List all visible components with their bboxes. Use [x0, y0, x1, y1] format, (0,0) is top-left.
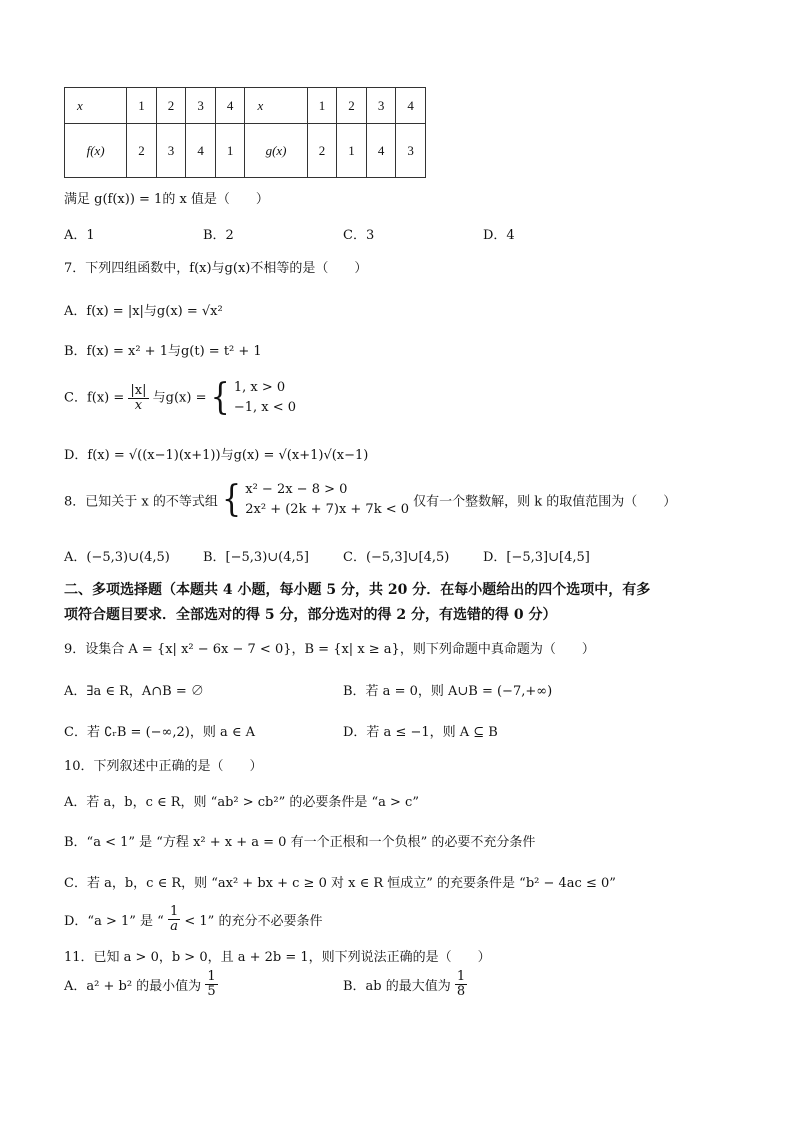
q11-a-denominator: 5 — [207, 984, 216, 999]
q10-stem: 10．下列叙述中正确的是（ ） — [64, 759, 263, 774]
q11-stem: 11．已知 a > 0，b > 0，且 a + 2b = 1，则下列说法正确的是（ ） — [64, 950, 491, 965]
q8-system — [245, 480, 409, 520]
table-cell: 2 — [307, 124, 337, 178]
q7-c-mid: 与g(x) = — [152, 390, 207, 406]
table-cell: 4 — [186, 124, 216, 178]
q10-option-d — [64, 905, 322, 934]
q10-d-fraction — [168, 905, 180, 934]
section2-heading-line2: 项符合题目要求．全部选对的得 5 分，部分选对的得 2 分，有选错的得 0 分） — [64, 607, 557, 623]
q10-d-denominator: a — [170, 919, 178, 934]
q11-a-prefix: A．a² + b² 的最小值为 — [64, 979, 202, 994]
q6-stem: 满足 g(f(x)) = 1的 x 值是（ ） — [64, 192, 269, 207]
left-brace-icon: { — [222, 478, 242, 521]
q8-ineq2: 2x² + (2k + 7)x + 7k < 0 — [245, 502, 410, 517]
table-cell: 1 — [127, 88, 157, 124]
q10-d-suffix: < 1” 的充分不必要条件 — [184, 914, 323, 929]
q9-option-b: B．若 a = 0，则 A∪B = (−7,+∞) — [343, 684, 553, 699]
q10-option-b: B．“a < 1” 是 “方程 x² + x + a = 0 有一个正根和一个负根” 的必要不充分条件 — [64, 835, 536, 850]
q7-c-denominator: x — [134, 397, 143, 413]
table-cell: 1 — [215, 124, 245, 178]
table-g-label: g(x) — [245, 124, 307, 178]
table-cell: 3 — [396, 124, 426, 178]
table-cell: 3 — [156, 124, 186, 178]
table-cell: 2 — [127, 124, 157, 178]
q9-option-a: A．∃a ∈ R，A∩B = ∅ — [64, 684, 204, 699]
section2-heading-line1: 二、多项选择题（本题共 4 小题，每小题 5 分，共 20 分．在每小题给出的四个选项中，有多 — [64, 582, 651, 598]
q8-option-a: A．(−5,3)∪(4,5) — [64, 550, 170, 565]
q8-prefix: 8．已知关于 x 的不等式组 — [64, 494, 218, 510]
q10-d-prefix: D．“a > 1” 是 “ — [64, 914, 164, 929]
q8-ineq1: x² − 2x − 8 > 0 — [245, 482, 348, 497]
q7-c-numerator: |x| — [130, 382, 147, 398]
q7-option-d: D．f(x) = √((x−1)(x+1))与g(x) = √(x+1)√(x−1) — [64, 448, 369, 463]
table-cell: 4 — [396, 88, 426, 124]
table-cell: 3 — [186, 88, 216, 124]
q9-stem: 9．设集合 A = {x| x² − 6x − 7 < 0}，B = {x| x ≥ a}，则下列命题中真命题为（ ） — [64, 642, 595, 657]
q7-option-b: B．f(x) = x² + 1与g(t) = t² + 1 — [64, 344, 262, 359]
q10-option-c: C．若 a，b，c ∈ R，则 “ax² + bx + c ≥ 0 对 x ∈ R 恒成立” 的充要条件是 “b² − 4ac ≤ 0” — [64, 876, 616, 891]
q8-option-b: B．[−5,3)∪(4,5] — [203, 550, 309, 565]
table-f-label: f(x) — [65, 124, 127, 178]
q10-option-a: A．若 a，b，c ∈ R，则 “ab² > cb²” 的必要条件是 “a > c” — [64, 795, 419, 810]
table-cell: 4 — [215, 88, 245, 124]
q8-option-d: D．[−5,3]∪[4,5] — [483, 550, 590, 565]
q7-option-a: A．f(x) = |x|与g(x) = √x² — [64, 304, 223, 319]
table-cell: 2 — [156, 88, 186, 124]
q6-option-c: C．3 — [343, 228, 375, 243]
q7-c-case1: 1, x > 0 — [233, 380, 286, 395]
q6-option-d: D．4 — [483, 228, 515, 243]
table-cell: 1 — [337, 124, 367, 178]
q7-stem: 7．下列四组函数中，f(x)与g(x)不相等的是（ ） — [64, 261, 368, 276]
table-cell: 1 — [307, 88, 337, 124]
q6-option-b: B．2 — [203, 228, 234, 243]
q7-c-fraction — [128, 384, 148, 413]
q8-stem — [64, 480, 676, 520]
q9-option-c: C．若 ∁ᵣB = (−∞,2)，则 a ∈ A — [64, 725, 256, 740]
q7-c-prefix: C．f(x) = — [64, 390, 125, 406]
q7-c-cases — [234, 378, 296, 418]
q9-option-d: D．若 a ≤ −1，则 A ⊆ B — [343, 725, 498, 740]
q11-b-prefix: B．ab 的最大值为 — [343, 979, 451, 994]
q11-b-fraction — [455, 970, 467, 999]
table-x-label: x — [245, 88, 307, 124]
q8-suffix: 仅有一个整数解，则 k 的取值范围为（ ） — [413, 494, 677, 510]
left-brace-icon: { — [210, 376, 230, 419]
q11-option-b — [343, 970, 467, 999]
table-cell: 2 — [337, 88, 367, 124]
q10-d-numerator: 1 — [169, 904, 179, 919]
q11-option-a — [64, 970, 218, 999]
table-cell: 3 — [366, 88, 396, 124]
q11-a-fraction — [205, 970, 217, 999]
q11-a-numerator: 1 — [207, 969, 216, 984]
q8-option-c: C．(−5,3]∪[4,5) — [343, 550, 450, 565]
q7-c-case2: −1, x < 0 — [233, 400, 297, 415]
q11-b-numerator: 1 — [456, 969, 466, 984]
q6-option-a: A．1 — [64, 228, 95, 243]
q11-b-denominator: 8 — [456, 984, 466, 999]
q7-option-c — [64, 378, 296, 418]
table-cell: 4 — [366, 124, 396, 178]
table-x-label: x — [65, 88, 127, 124]
function-value-table — [64, 87, 426, 178]
